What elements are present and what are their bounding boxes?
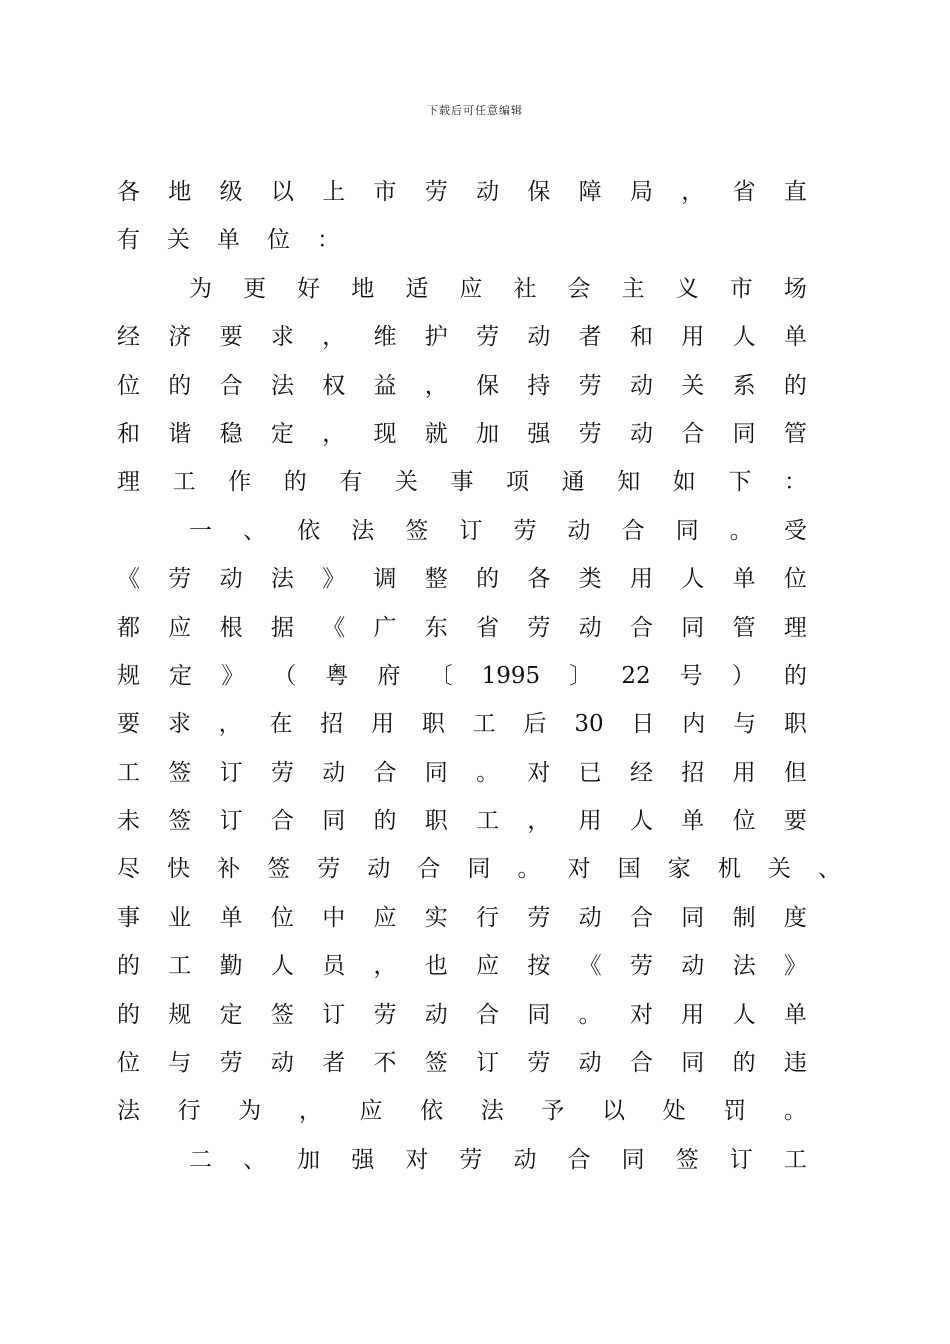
document-line: 经 济 要 求 ， 维 护 劳 动 者 和 用 人 单 [117,324,807,351]
document-line: 理 工 作 的 有 关 事 项 通 知 如 下 ： [117,469,807,496]
document-line: 二 、 加 强 对 劳 动 合 同 签 订 工 [189,1146,807,1173]
document-line: 位 与 劳 动 者 不 签 订 劳 动 合 同 的 违 [117,1050,807,1077]
document-body [117,168,841,1184]
document-line: 《 劳 动 法 》 调 整 的 各 类 用 人 单 位 [117,566,807,593]
document-line: 一 、 依 法 签 订 劳 动 合 同 。 受 [189,517,807,544]
document-line: 规 定 》 （ 粤 府 〔 1995 〕 22 号 ） 的 [117,662,807,689]
document-line: 的 工 勤 人 员 ， 也 应 按 《 劳 动 法 》 [117,953,807,980]
document-line: 为 更 好 地 适 应 社 会 主 义 市 场 [189,275,807,302]
document-line: 尽 快 补 签 劳 动 合 同 。 对 国 家 机 关 、 [117,856,841,883]
document-line: 和 谐 稳 定 ， 现 就 加 强 劳 动 合 同 管 [117,420,807,447]
document-line: 位 的 合 法 权 益 ， 保 持 劳 动 关 系 的 [117,372,807,399]
document-line: 的 规 定 签 订 劳 动 合 同 。 对 用 人 单 [117,1001,807,1028]
document-line: 事 业 单 位 中 应 实 行 劳 动 合 同 制 度 [117,904,807,931]
page-header: 下载后可任意编辑 [427,104,523,117]
document-line: 都 应 根 据 《 广 东 省 劳 动 合 同 管 理 [117,614,807,641]
document-line: 未 签 订 合 同 的 职 工 ， 用 人 单 位 要 [117,808,807,835]
document-line: 工 签 订 劳 动 合 同 。 对 已 经 招 用 但 [117,759,807,786]
document-line: 有 关 单 位 ： [117,227,340,254]
document-line: 要 求 ， 在 招 用 职 工 后 30 日 内 与 职 [117,711,807,738]
document-line: 各 地 级 以 上 市 劳 动 保 障 局 ， 省 直 [117,179,807,205]
document-line: 法 行 为 ， 应 依 法 予 以 处 罚 。 [117,1098,807,1125]
